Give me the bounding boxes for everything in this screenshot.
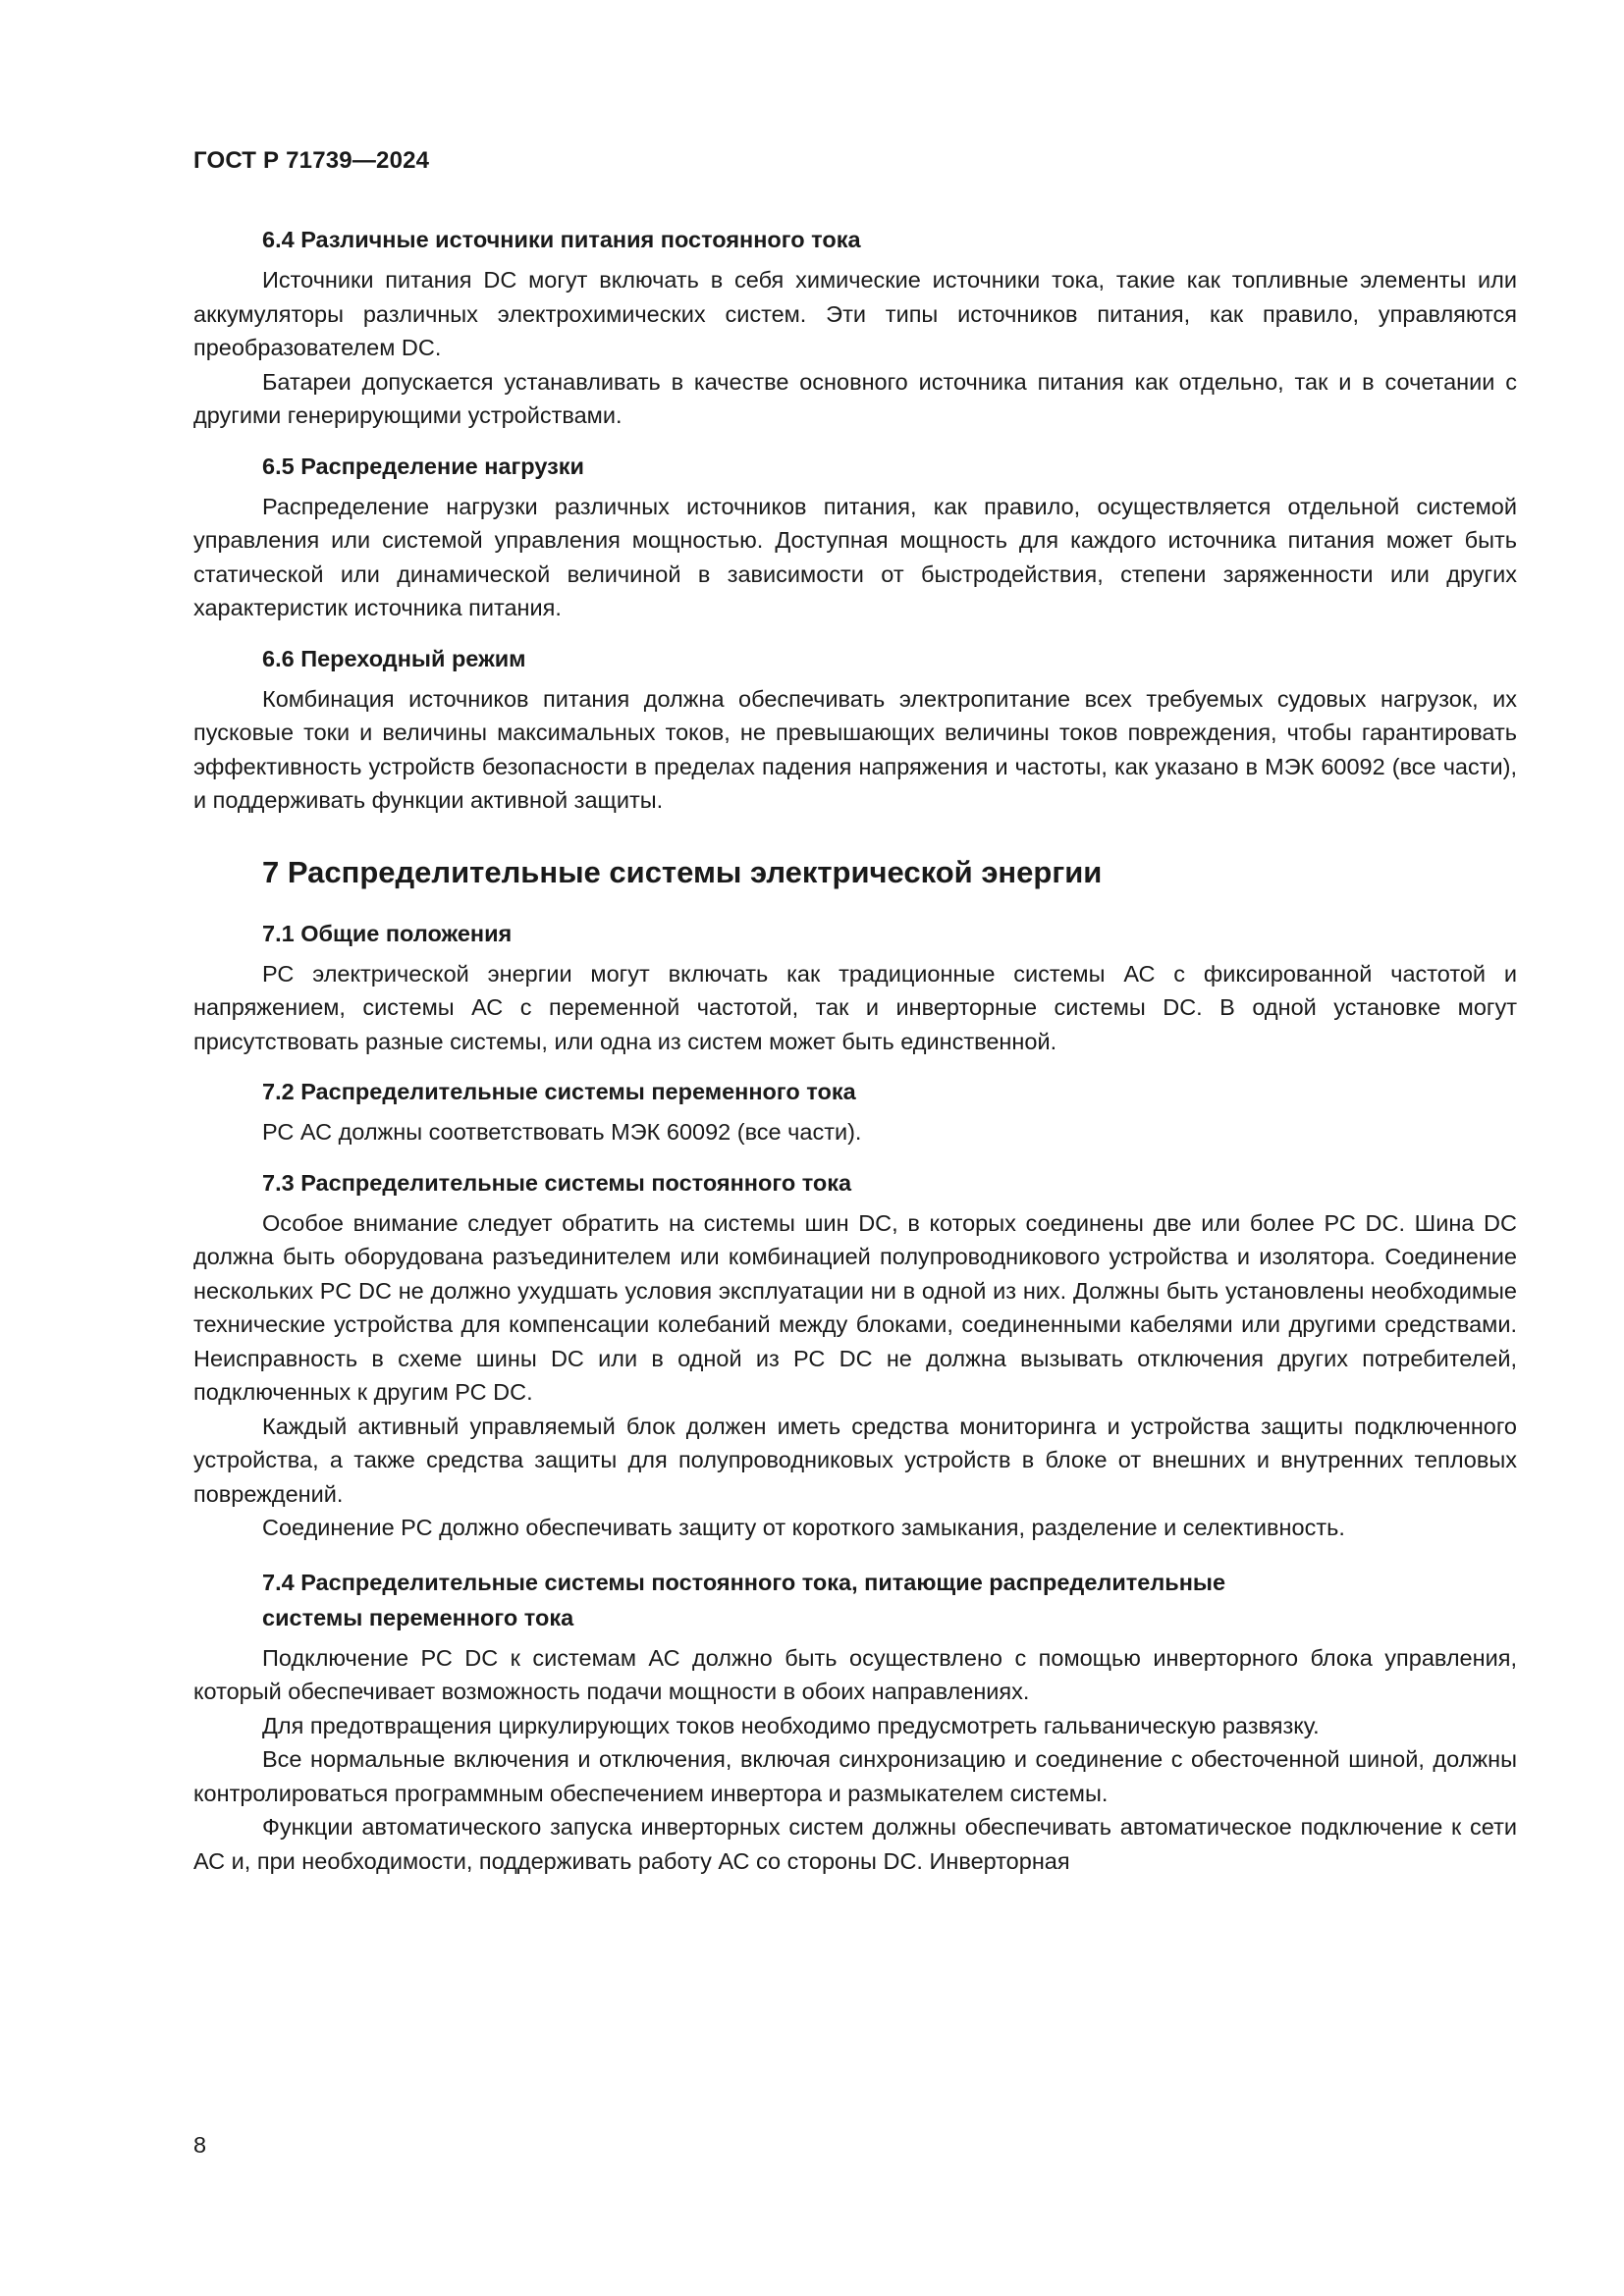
section-6-6-paragraph-1: Комбинация источников питания должна обеспечивать электропитание всех требуемых судовых нагрузок, их пусковые токи и величины максимальных токов, не превышающих величины токов повреждения, чтобы гарантировать эффективность устройств безопасности в пределах падения напряжения и частоты, как указано в МЭК 60092 (все части), и поддерживать функции активной защиты. — [193, 685, 1517, 813]
section-6-5-paragraph-1: Распределение нагрузки различных источников питания, как правило, осуществляется отдельной системой управления или системой управления мощностью. Доступная мощность для каждого источника питания может быть статической или динамической величиной в зависимости от быстродействия, степени заряженности или других характеристик источника питания. — [193, 493, 1517, 620]
section-7-4-paragraph-2: Для предотвращения циркулирующих токов необходимо предусмотреть гальваническую развязку. — [262, 1712, 1320, 1738]
section-7-4-paragraph-1: Подключение РС DC к системам АС должно быть осуществлено с помощью инверторного блока управления, который обеспечивает возможность подачи мощности в обоих направлениях. — [193, 1644, 1517, 1704]
section-7-2-paragraph-1: РС АС должны соответствовать МЭК 60092 (все части). — [262, 1119, 862, 1145]
section-7-4-heading-line-1: 7.4 Распределительные системы постоянного тока, питающие распределительные — [262, 1569, 1226, 1595]
section-6-5-heading: 6.5 Распределение нагрузки — [262, 453, 584, 479]
section-7-1-heading: 7.1 Общие положения — [262, 920, 513, 946]
section-7-4-paragraph-4: Функции автоматического запуска инверторных систем должны обеспечивать автоматическое подключение к сети АС и, при необходимости, поддерживать работу АС со стороны DC. Инверторная — [193, 1814, 1517, 1874]
document-body — [193, 222, 1517, 1878]
section-6-4-paragraph-2: Батареи допускается устанавливать в качестве основного источника питания как отдельно, так и в сочетании с другими генерирующими устройствами. — [193, 368, 1517, 428]
section-7-2-heading: 7.2 Распределительные системы переменного тока — [262, 1079, 856, 1104]
section-7-1-paragraph-1: РС электрической энергии могут включать как традиционные системы АС с фиксированной частотой и напряжением, системы АС с переменной частотой, так и инверторные системы DC. В одной установке могут присутствовать разные системы, или одна из систем может быть единственной. — [193, 960, 1517, 1054]
section-7-3-paragraph-1: Особое внимание следует обратить на системы шин DC, в которых соединены две или более РС DC. Шина DC должна быть оборудована разъединителем или комбинацией полупроводникового устройства и изолятора. Соединение нескольких РС DC не должно ухудшать условия эксплуатации ни в одной из них. Должны быть установлены необходимые технические устройства для компенсации колебаний между блоками, соединенными кабелями или другими средствами. Неисправность в схеме шины DC или в одной из РС DC не должна вызывать отключения других потребителей, подключенных к другим РС DC. — [193, 1209, 1517, 1405]
section-7-3-paragraph-3: Соединение РС должно обеспечивать защиту от короткого замыкания, разделение и селективность. — [262, 1515, 1345, 1540]
section-6-4-paragraph-1: Источники питания DC могут включать в себя химические источники тока, такие как топливные элементы или аккумуляторы различных электрохимических систем. Эти типы источников питания, как правило, управляются преобразователем DC. — [193, 267, 1517, 360]
section-7-4-heading-line-2: системы переменного тока — [262, 1604, 574, 1630]
document-header: ГОСТ Р 71739—2024 — [193, 147, 430, 174]
section-6-4-heading: 6.4 Различные источники питания постоянного тока — [262, 227, 861, 252]
section-7-3-heading: 7.3 Распределительные системы постоянного тока — [262, 1169, 852, 1196]
section-7-heading: 7 Распределительные системы электрической энергии — [262, 854, 1103, 889]
section-7-4-heading — [193, 1565, 1517, 1635]
section-6-6-heading: 6.6 Переходный режим — [262, 645, 526, 671]
section-7-4-paragraph-3: Все нормальные включения и отключения, включая синхронизацию и соединение с обесточенной шиной, должны контролироваться программным обеспечением инвертора и размыкателем системы. — [193, 1746, 1517, 1806]
page-number: 8 — [193, 2132, 207, 2158]
section-7-3-paragraph-2: Каждый активный управляемый блок должен иметь средства мониторинга и устройства защиты подключенного устройства, а также средства защиты для полупроводниковых устройств в блоке от внешних и внутренних тепловых повреждений. — [193, 1413, 1517, 1507]
